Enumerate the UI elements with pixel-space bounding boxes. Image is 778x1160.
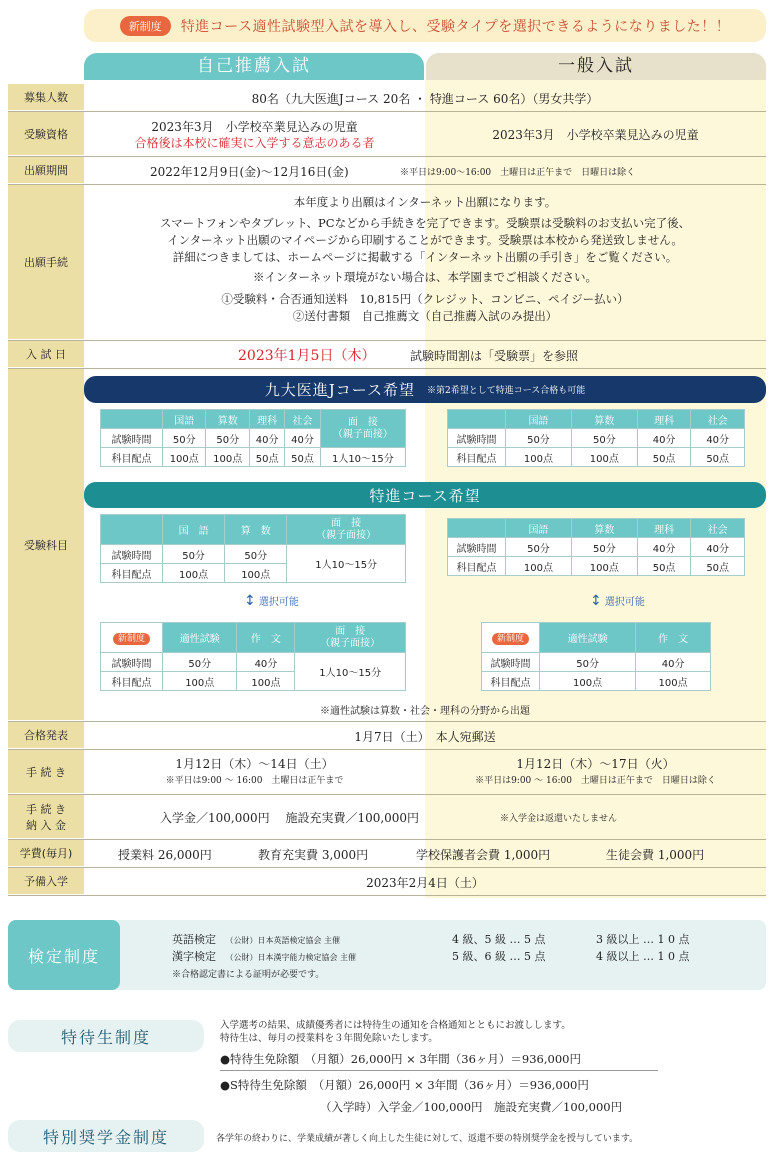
kanken-row <box>172 948 356 964</box>
table-header: 国 語 <box>163 515 225 545</box>
table-header: 算数 <box>206 410 249 429</box>
label-capacity: 募集人数 <box>8 84 84 111</box>
qual-left-2: 合格後は本校に確実に入学する意志のある者 <box>134 136 375 150</box>
proc-right-note: ※平日は9:00 ～ 16:00 土曜日は正午まで 日曜日は除く <box>475 776 716 786</box>
table-header: 算数 <box>571 519 637 538</box>
table-cell: 50分 <box>163 653 237 672</box>
table-header: 算数 <box>571 410 637 429</box>
label-fee-1: 手 続 き <box>26 802 66 816</box>
tuition-d: 生徒会費 1,000円 <box>606 848 705 862</box>
table-row-head: 科目配点 <box>101 672 163 691</box>
divider <box>8 721 766 722</box>
table-cell: 50分 <box>163 545 225 564</box>
pre-text: 2023年2月4日（土） <box>366 876 484 890</box>
result-text: 1月7日（土） 本人宛郵送 <box>354 730 496 744</box>
table-header: 作 文 <box>237 623 295 653</box>
tekisei-note: ※適性試験は算数・社会・理科の分野から出題 <box>320 706 530 717</box>
s-tokutai-amount: ●S特待生免除額 （月額）26,000円 × 3年間（36ヶ月）＝936,000円 <box>220 1078 589 1092</box>
table-header: 社会 <box>691 519 745 538</box>
table-row-head: 試験時間 <box>482 653 540 672</box>
divider <box>8 839 766 840</box>
table-cell: 50点 <box>637 557 691 576</box>
divider <box>8 156 766 157</box>
table-cell: 50分 <box>571 538 637 557</box>
table-header <box>101 623 163 653</box>
header-self-recommend: 自己推薦入試 <box>84 53 424 80</box>
table-cell: 100点 <box>206 448 249 467</box>
table-row-head: 試験時間 <box>101 653 163 672</box>
label-procedure: 出願手続 <box>8 185 84 340</box>
tokutai-line: 特待生は、毎月の授業料を３年間免除いたします。 <box>220 1033 438 1044</box>
table-cell: 50点 <box>285 448 320 467</box>
table-cell: 40分 <box>285 429 320 448</box>
kanken-name: 漢字検定 <box>172 950 216 963</box>
table-header <box>482 623 540 653</box>
fee-main: 入学金／100,000円 施設充実費／100,000円 <box>160 811 420 825</box>
new-badge: 新制度 <box>113 633 150 645</box>
select-option-left: ↕ 選択可能 <box>244 593 299 609</box>
label-subjects: 受験科目 <box>8 369 84 721</box>
tuition-c: 学校保護者会費 1,000円 <box>416 848 551 862</box>
table-cell: 1人10～15分 <box>287 545 406 583</box>
table-header <box>448 519 506 538</box>
divider <box>8 368 766 369</box>
tokushin-title: 特進コース希望 <box>369 486 481 505</box>
divider <box>8 749 766 750</box>
exam-date-note: 試験時間割は「受験票」を参照 <box>410 349 579 363</box>
table-header: 国語 <box>506 519 572 538</box>
label-fee-2: 納 入 金 <box>26 818 66 832</box>
table-header: 適性試験 <box>163 623 237 653</box>
jcourse-table-right <box>447 409 745 467</box>
procedure-line: 本年度より出願はインターネット出願になります。 <box>293 195 557 209</box>
table-cell: 1人10～15分 <box>320 448 405 467</box>
table-cell: 40分 <box>636 653 711 672</box>
table-cell: 100点 <box>237 672 295 691</box>
table-cell: 100点 <box>571 448 637 467</box>
table-row-head: 科目配点 <box>101 564 163 583</box>
table-header <box>101 410 163 429</box>
eiken-name: 英語検定 <box>172 933 216 946</box>
table-row-head: 科目配点 <box>101 448 163 467</box>
qual-right: 2023年3月 小学校卒業見込みの児童 <box>492 128 699 142</box>
header-general: 一般入試 <box>426 53 766 80</box>
table-cell: 50点 <box>249 448 284 467</box>
table-cell: 100点 <box>571 557 637 576</box>
double-arrow-icon: ↕ <box>590 593 602 609</box>
table-header: 国語 <box>506 410 572 429</box>
table-header: 理科 <box>637 519 691 538</box>
table-cell: 50分 <box>571 429 637 448</box>
label-period: 出願期間 <box>8 157 84 184</box>
table-header: 理科 <box>249 410 284 429</box>
table-header: 算 数 <box>225 515 287 545</box>
divider <box>8 794 766 795</box>
kanken-org: （公財）日本漢字能力検定協会 主催 <box>225 953 357 962</box>
table-cell: 100点 <box>506 557 572 576</box>
divider <box>8 184 766 185</box>
tekisei-table-right <box>481 622 711 691</box>
eiken-org: （公財）日本英語検定協会 主催 <box>225 936 341 945</box>
table-row-head: 試験時間 <box>101 545 163 564</box>
label-qualification: 受験資格 <box>8 112 84 156</box>
table-cell: 100点 <box>540 672 636 691</box>
tokutai-amount: ●特待生免除額 （月額）26,000円 × 3年間（36ヶ月）＝936,000円 <box>220 1052 581 1066</box>
label-fee <box>8 795 84 839</box>
label-tuition: 学費(毎月) <box>8 840 84 867</box>
divider <box>8 895 766 896</box>
procedure-line: スマートフォンやタブレット、PCなどから手続きを完了できます。受験票は受験料のお支払い完了後、 <box>159 216 691 230</box>
tokushin-bar <box>84 482 766 508</box>
table-cell: 50点 <box>691 557 745 576</box>
eiken-score-b: 3 級以上 … 1 0 点 <box>596 933 690 946</box>
proc-left-note: ※平日は9:00 ～ 16:00 土曜日は正午まで <box>165 776 344 786</box>
label-proc: 手 続 き <box>8 750 84 794</box>
shogaku-label: 特別奨学金制度 <box>8 1120 204 1152</box>
procedure-line: ②送付書類 自己推薦文（自己推薦入試のみ提出） <box>292 309 558 323</box>
period-note: ※平日は9:00～16:00 土曜日は正午まで 日曜日は除く <box>400 168 636 178</box>
table-cell: 50分 <box>206 429 249 448</box>
shogaku-text: 各学年の終わりに、学業成績が著しく向上した生徒に対して、返還不要の特別奨学金を授与しています。 <box>216 1134 639 1144</box>
table-row-head: 試験時間 <box>448 429 506 448</box>
table-header: 適性試験 <box>540 623 636 653</box>
jcourse-note: ※第2希望として特進コース合格も可能 <box>426 386 586 396</box>
proc-left: 1月12日（木）～14日（土） <box>175 757 334 771</box>
tokutai-desc <box>220 1019 571 1045</box>
procedure-line: インターネット出願のマイページから印刷することができます。受験票は本校から発送致しません。 <box>167 233 683 247</box>
table-cell: 40分 <box>637 429 691 448</box>
table-cell: 40分 <box>691 429 745 448</box>
table-cell: 100点 <box>163 564 225 583</box>
select-option-right: ↕ 選択可能 <box>590 593 645 609</box>
label-pre: 予備入学 <box>8 868 84 895</box>
table-cell: 100点 <box>506 448 572 467</box>
new-system-banner <box>84 9 766 42</box>
table-row-head: 科目配点 <box>482 672 540 691</box>
table-header: 社会 <box>285 410 320 429</box>
table-cell: 100点 <box>163 448 206 467</box>
table-header-interview: 面 接 （親子面接） <box>295 623 406 653</box>
table-row-head: 試験時間 <box>448 538 506 557</box>
eiken-score-a: 4 級、5 級 … 5 点 <box>452 933 546 946</box>
divider <box>8 867 766 868</box>
tokutai-label: 特待生制度 <box>8 1020 204 1052</box>
tuition-b: 教育充実費 3,000円 <box>258 848 369 862</box>
kentei-note: ※合格認定書による証明が必要です。 <box>172 970 325 980</box>
table-cell: 50点 <box>691 448 745 467</box>
table-cell: 100点 <box>163 672 237 691</box>
kentei-label: 検定制度 <box>8 920 120 990</box>
table-cell: 50分 <box>225 545 287 564</box>
table-header <box>101 515 163 545</box>
table-row-head: 試験時間 <box>101 429 163 448</box>
table-header: 国語 <box>163 410 206 429</box>
divider <box>8 111 766 112</box>
table-header-interview: 面 接 （親子面接） <box>287 515 406 545</box>
double-arrow-icon: ↕ <box>244 593 256 609</box>
table-cell: 50分 <box>540 653 636 672</box>
table-cell: 50分 <box>163 429 206 448</box>
jcourse-bar <box>84 376 766 403</box>
new-badge: 新制度 <box>120 16 171 36</box>
table-cell: 1人10～15分 <box>295 653 406 691</box>
table-row-head: 科目配点 <box>448 448 506 467</box>
tuition-a: 授業料 26,000円 <box>118 848 212 862</box>
capacity-text: 80名（九大医進Jコース 20名 ・ 特進コース 60名）（男女共学） <box>251 92 599 106</box>
jcourse-title: 九大医進Jコース希望 <box>264 381 415 399</box>
table-cell: 50点 <box>637 448 691 467</box>
table-cell: 40分 <box>249 429 284 448</box>
table-cell: 100点 <box>225 564 287 583</box>
table-row-head: 科目配点 <box>448 557 506 576</box>
label-exam-date: 入 試 日 <box>8 341 84 368</box>
tokushin-table-right <box>447 518 745 576</box>
table-cell: 40分 <box>237 653 295 672</box>
table-header: 理科 <box>637 410 691 429</box>
banner-text: 特進コース適性試験型入試を導入し、受験タイプを選択できるようになりました！！ <box>180 18 731 35</box>
divider <box>220 1070 658 1071</box>
table-cell: 50分 <box>506 538 572 557</box>
qual-left-1: 2023年3月 小学校卒業見込みの児童 <box>151 120 358 134</box>
tokutai-line: 入学選考の結果、成績優秀者には特待生の通知を合格通知とともにお渡しします。 <box>220 1020 571 1031</box>
new-badge: 新制度 <box>492 633 529 645</box>
label-result: 合格発表 <box>8 722 84 749</box>
eiken-row <box>172 931 340 947</box>
procedure-line: 詳細につきましては、ホームページに掲載する「インターネット出願の手引き」をご覧ください。 <box>172 250 678 264</box>
table-cell: 50分 <box>506 429 572 448</box>
procedure-text <box>84 194 766 325</box>
divider <box>8 340 766 341</box>
period-main: 2022年12月9日(金)～12月16日(金) <box>150 165 349 179</box>
fee-note: ※入学金は返還いたしません <box>500 814 618 824</box>
table-header-interview: 面 接 （親子面接） <box>320 410 405 448</box>
table-header: 作 文 <box>636 623 711 653</box>
kanken-score-b: 4 級以上 … 1 0 点 <box>596 950 690 963</box>
s-tokutai-entry: （入学時）入学金／100,000円 施設充実費／100,000円 <box>320 1100 623 1114</box>
table-header: 社会 <box>691 410 745 429</box>
table-cell: 100点 <box>636 672 711 691</box>
table-header <box>448 410 506 429</box>
tokushin-table-left <box>100 514 406 583</box>
jcourse-table-left <box>100 409 406 467</box>
table-cell: 40分 <box>691 538 745 557</box>
kanken-score-a: 5 級、6 級 … 5 点 <box>452 950 546 963</box>
tekisei-table-left <box>100 622 406 691</box>
procedure-line: ※インターネット環境がない場合は、本学園までご相談ください。 <box>253 270 597 284</box>
proc-right: 1月12日（木）～17日（火） <box>516 757 675 771</box>
exam-date: 2023年1月5日（木） <box>238 348 376 364</box>
procedure-line: ①受験料・合否通知送料 10,815円（クレジット、コンビニ、ペイジー払い） <box>221 292 629 306</box>
table-cell: 40分 <box>637 538 691 557</box>
